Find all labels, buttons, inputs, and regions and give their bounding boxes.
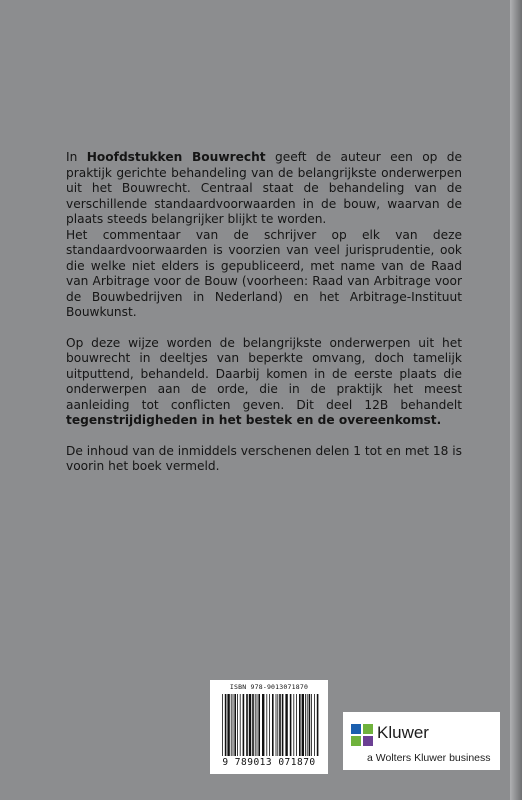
barcode-label [210, 680, 328, 774]
barcode-bar [302, 694, 304, 756]
publisher-logo-box [343, 712, 500, 770]
publisher-tagline: a Wolters Kluwer business [367, 752, 491, 764]
barcode-bar [296, 694, 297, 756]
barcode-bar [285, 694, 287, 756]
barcode-bar [299, 694, 301, 756]
barcode-bar [262, 694, 264, 756]
barcode-bar [237, 694, 238, 756]
blurb-paragraph-1 [66, 150, 462, 228]
barcode-bar [243, 694, 245, 756]
book-series-title: Hoofdstukken Bouwrecht [86, 150, 266, 164]
blurb-paragraph-4: De inhoud van de inmiddels verschenen delen 1 tot en met 18 is voorin het boek vermeld. [66, 443, 463, 473]
logo-tile-blue [351, 724, 361, 734]
barcode-bar [227, 694, 229, 756]
barcode-bar [269, 694, 270, 756]
barcode-bar [255, 694, 256, 756]
publisher-name: Kluwer [377, 723, 429, 742]
barcode-bar [279, 694, 281, 756]
barcode-bar [317, 694, 319, 756]
blurb-p1-intro: In [66, 150, 87, 164]
barcode-bar [282, 694, 284, 756]
blurb-paragraph-2: Het commentaar van de schrijver op elk van deze standaardvoorwaarden is voorzien van veel jurisprudentie, ook die welke niet elders is gepubliceerd, met name van de Raad van Arbitrage voor de Bouw (voorheen: Raad van Arbitrage voor de Bouwbedrijven in Nederland) en het Arbitrage-Instituut Bouwkunst. [66, 227, 462, 319]
barcode-bar [233, 694, 234, 756]
logo-tile-purple [363, 736, 373, 746]
barcode-bar [240, 694, 241, 756]
barcode-bar [231, 694, 232, 756]
barcode-digits: 9 789013 071870 [222, 757, 316, 768]
barcode-bar [257, 694, 258, 756]
barcode-bar [252, 694, 254, 756]
isbn-text: ISBN 978-9013071870 [229, 683, 309, 691]
blurb-paragraph-3 [66, 336, 462, 429]
barcode-bar [293, 694, 294, 756]
barcode-bar [314, 694, 315, 756]
barcode-bar [249, 694, 251, 756]
barcode-bar [258, 694, 260, 756]
logo-tile-green [363, 724, 373, 734]
page-edge [510, 0, 522, 800]
barcode-bar [311, 694, 312, 756]
barcode-bar [266, 694, 267, 756]
blurb-p3-bold: tegenstrijdigheden in het bestek en de overeenkomst. [66, 413, 442, 427]
barcode-bar [277, 694, 278, 756]
blurb-p1-text: geeft de auteur een op de praktijk gerichte behandeling van de belangrijkste onderwerpen uit het Bouwrecht. Centraal staat de behandeling van de verschillende standaardvoorwaarden in de bouw, waarvan de plaats steeds belangrijker blijkt te worden. [66, 150, 463, 226]
barcode-bar [290, 694, 292, 756]
barcode-bar [222, 694, 223, 756]
blurb-p3-text: Op deze wijze worden de belangrijkste onderwerpen uit het bouwrecht in deeltjes van beperkte omvang, doch tamelijk uitputtend, behandeld. Daarbij komen in de eerste plaats die onderwerpen aan de orde, die in de praktijk het meest aanleiding tot conflicten geven. Dit deel 12B behandelt [66, 335, 462, 412]
barcode-bar [225, 694, 227, 756]
barcode-bar [272, 694, 274, 756]
barcode-bar [276, 694, 277, 756]
barcode-bar [305, 694, 306, 756]
barcode-icon [220, 694, 322, 756]
kluwer-logo-icon [351, 724, 373, 746]
barcode-bar [246, 694, 248, 756]
barcode-bar [309, 694, 311, 756]
barcode-bar [234, 694, 236, 756]
logo-tile-green-2 [351, 736, 361, 746]
back-cover-blurb [66, 150, 462, 475]
barcode-bar [307, 694, 308, 756]
